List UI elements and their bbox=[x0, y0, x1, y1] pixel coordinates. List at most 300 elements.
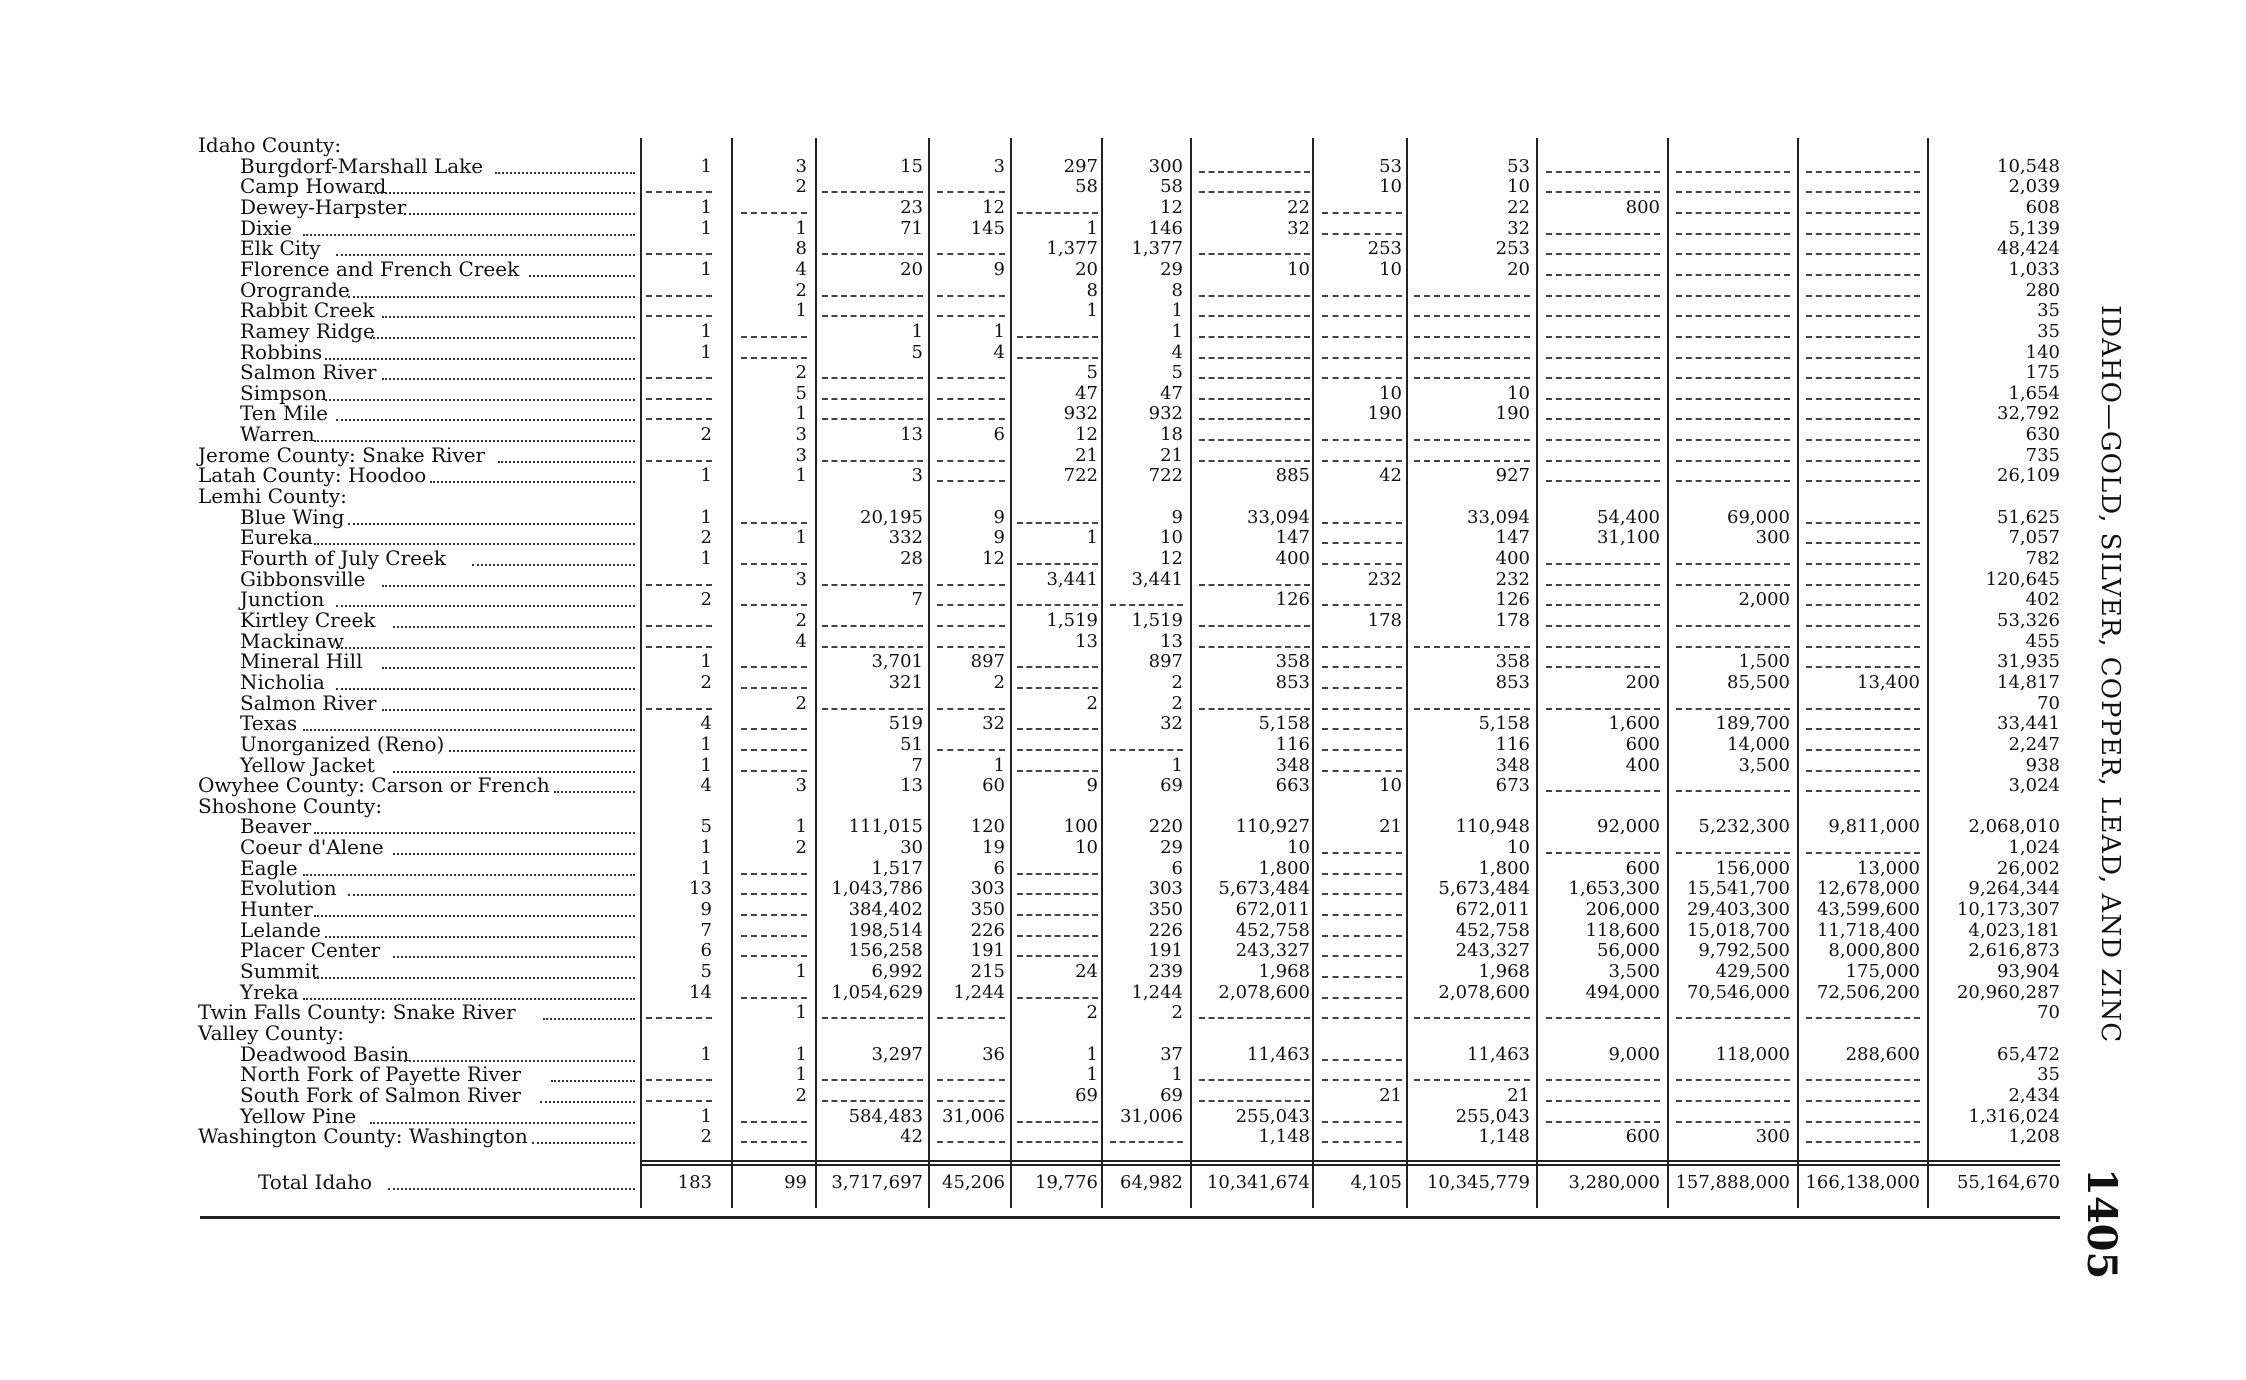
empty-cell bbox=[741, 687, 807, 689]
running-header: IDAHO—GOLD, SILVER, COPPER, LEAD, AND ZINC bbox=[2095, 305, 2125, 1044]
empty-cell bbox=[1199, 584, 1310, 586]
table-cell: 303 bbox=[1148, 878, 1183, 900]
empty-cell bbox=[1322, 728, 1402, 730]
empty-cell bbox=[1546, 377, 1660, 379]
empty-cell bbox=[1806, 522, 1920, 524]
table-cell: 1 bbox=[795, 527, 807, 549]
table-cell: 10 bbox=[1379, 382, 1402, 404]
table-cell: 1,519 bbox=[1131, 609, 1183, 631]
row-leader bbox=[393, 853, 635, 855]
table-cell: 600 bbox=[1625, 1126, 1660, 1148]
empty-cell bbox=[1676, 212, 1790, 214]
row-label: Camp Howard bbox=[240, 174, 387, 199]
empty-cell bbox=[1414, 1017, 1530, 1019]
row-label: Twin Falls County: Snake River bbox=[198, 1000, 516, 1025]
empty-cell bbox=[1676, 480, 1790, 482]
table-cell: 253 bbox=[1367, 238, 1402, 260]
empty-cell bbox=[646, 646, 712, 648]
empty-cell bbox=[1414, 357, 1530, 359]
empty-cell bbox=[1806, 770, 1920, 772]
table-cell: 53,326 bbox=[1997, 609, 2060, 631]
row-label: Coeur d'Alene bbox=[240, 835, 384, 860]
table-cell: 2 bbox=[795, 362, 807, 384]
row-leader bbox=[382, 378, 635, 380]
empty-cell bbox=[1676, 708, 1790, 710]
empty-cell bbox=[1676, 584, 1790, 586]
empty-cell bbox=[1199, 377, 1310, 379]
empty-cell bbox=[1414, 708, 1530, 710]
empty-cell bbox=[822, 191, 923, 193]
table-cell: 2,068,010 bbox=[1968, 816, 2060, 838]
row-label: Kirtley Creek bbox=[240, 607, 376, 632]
table-cell: 1 bbox=[700, 155, 712, 177]
row-leader bbox=[303, 874, 636, 876]
empty-cell bbox=[1017, 563, 1098, 565]
table-cell: 402 bbox=[2025, 589, 2060, 611]
table-cell: 29 bbox=[1160, 837, 1183, 859]
empty-cell bbox=[1806, 646, 1920, 648]
empty-cell bbox=[1322, 1017, 1402, 1019]
table-cell: 126 bbox=[1275, 589, 1310, 611]
table-cell: 429,500 bbox=[1715, 961, 1790, 982]
table-cell: 140 bbox=[2025, 341, 2060, 363]
empty-cell bbox=[1322, 708, 1402, 710]
table-cell: 156,258 bbox=[848, 940, 923, 962]
table-cell: 10,173,307 bbox=[1956, 899, 2060, 921]
table-cell: 11,718,400 bbox=[1816, 919, 1920, 941]
table-cell: 12 bbox=[1160, 196, 1183, 218]
row-leader bbox=[303, 729, 636, 731]
table-cell: 5 bbox=[700, 816, 712, 838]
empty-cell bbox=[1676, 418, 1790, 420]
empty-cell bbox=[1017, 522, 1098, 524]
table-cell: 938 bbox=[2025, 754, 2060, 776]
row-label: Orogrande bbox=[240, 277, 350, 302]
empty-cell bbox=[741, 666, 807, 668]
table-cell: 1 bbox=[700, 754, 712, 776]
table-cell: 3 bbox=[795, 568, 807, 590]
table-cell: 2,078,600 bbox=[1438, 981, 1530, 1003]
row-label: Lelande bbox=[240, 917, 321, 942]
empty-cell bbox=[1806, 233, 1920, 235]
empty-cell bbox=[937, 460, 1005, 462]
empty-cell bbox=[1806, 191, 1920, 193]
row-leader bbox=[393, 956, 635, 958]
table-cell: 12 bbox=[982, 196, 1005, 218]
table-cell: 29,403,300 bbox=[1686, 899, 1790, 921]
table-cell: 19 bbox=[982, 837, 1005, 859]
table-cell: 2,434 bbox=[2008, 1084, 2060, 1106]
table-cell: 232 bbox=[1367, 568, 1402, 590]
table-cell: 300 bbox=[1755, 1126, 1790, 1148]
table-cell: 1,024 bbox=[2008, 837, 2060, 859]
table-cell: 300 bbox=[1148, 155, 1183, 177]
table-cell: 45,206 bbox=[942, 1172, 1005, 1193]
empty-cell bbox=[1546, 398, 1660, 400]
empty-cell bbox=[937, 708, 1005, 710]
table-cell: 7 bbox=[911, 754, 923, 776]
row-label: Dewey-Harpster bbox=[240, 194, 407, 219]
table-cell: 33,094 bbox=[1467, 506, 1530, 528]
table-cell: 2 bbox=[1171, 671, 1183, 693]
table-cell: 1 bbox=[700, 1105, 712, 1127]
table-cell: 10,345,779 bbox=[1426, 1172, 1530, 1193]
row-leader bbox=[370, 192, 635, 194]
empty-cell bbox=[1199, 439, 1310, 441]
empty-cell bbox=[1806, 604, 1920, 606]
row-label: Owyhee County: Carson or French bbox=[198, 773, 550, 798]
table-cell: 21 bbox=[1075, 444, 1098, 466]
empty-cell bbox=[646, 460, 712, 462]
table-cell: 191 bbox=[970, 940, 1005, 962]
page-number: 1405 bbox=[2078, 1168, 2125, 1280]
empty-cell bbox=[1806, 418, 1920, 420]
table-cell: 1,968 bbox=[1258, 961, 1310, 982]
table-cell: 452,758 bbox=[1235, 919, 1310, 941]
table-cell: 2,078,600 bbox=[1218, 981, 1310, 1003]
table-cell: 853 bbox=[1275, 671, 1310, 693]
empty-cell bbox=[1546, 357, 1660, 359]
empty-cell bbox=[1806, 1100, 1920, 1102]
table-cell: 13 bbox=[1160, 630, 1183, 652]
empty-cell bbox=[1322, 666, 1402, 668]
table-cell: 8 bbox=[795, 238, 807, 260]
table-cell: 1 bbox=[700, 733, 712, 755]
total-label: Total Idaho bbox=[258, 1170, 373, 1194]
table-cell: 226 bbox=[1148, 919, 1183, 941]
empty-cell bbox=[1322, 935, 1402, 937]
empty-cell bbox=[1546, 790, 1660, 792]
table-cell: 885 bbox=[1275, 465, 1310, 487]
table-cell: 9,264,344 bbox=[1968, 878, 2060, 900]
empty-cell bbox=[1676, 625, 1790, 627]
empty-cell bbox=[1676, 253, 1790, 255]
table-cell: 10,548 bbox=[1997, 155, 2060, 177]
table-cell: 226 bbox=[970, 919, 1005, 941]
empty-cell bbox=[1017, 1141, 1098, 1143]
empty-cell bbox=[1322, 315, 1402, 317]
empty-cell bbox=[1546, 646, 1660, 648]
table-cell: 35 bbox=[2037, 300, 2060, 322]
empty-cell bbox=[822, 708, 923, 710]
empty-cell bbox=[1017, 212, 1098, 214]
empty-cell bbox=[1806, 295, 1920, 297]
empty-cell bbox=[741, 728, 807, 730]
table-cell: 71 bbox=[900, 217, 923, 239]
county-heading: Idaho County: bbox=[198, 133, 342, 157]
column-rule bbox=[731, 138, 733, 1208]
table-cell: 10 bbox=[1507, 382, 1530, 404]
empty-cell bbox=[1199, 398, 1310, 400]
empty-cell bbox=[1017, 770, 1098, 772]
row-leader bbox=[532, 1142, 635, 1144]
table-cell: 3,717,697 bbox=[831, 1172, 923, 1193]
empty-cell bbox=[741, 914, 807, 916]
empty-cell bbox=[822, 1100, 923, 1102]
total-rule bbox=[640, 1160, 2060, 1162]
empty-cell bbox=[1017, 997, 1098, 999]
table-cell: 206,000 bbox=[1585, 899, 1660, 921]
empty-cell bbox=[1806, 1141, 1920, 1143]
row-leader bbox=[404, 213, 635, 215]
table-cell: 1 bbox=[795, 961, 807, 982]
column-rule bbox=[1101, 138, 1103, 1208]
empty-cell bbox=[937, 398, 1005, 400]
column-rule bbox=[815, 138, 817, 1208]
empty-cell bbox=[1806, 274, 1920, 276]
row-leader bbox=[348, 523, 635, 525]
empty-cell bbox=[1199, 625, 1310, 627]
empty-cell bbox=[1676, 852, 1790, 854]
table-cell: 3 bbox=[911, 465, 923, 487]
row-leader bbox=[348, 296, 635, 298]
empty-cell bbox=[822, 398, 923, 400]
table-cell: 5 bbox=[1171, 362, 1183, 384]
empty-cell bbox=[1676, 357, 1790, 359]
empty-cell bbox=[937, 1079, 1005, 1081]
empty-cell bbox=[1017, 893, 1098, 895]
table-cell: 200 bbox=[1625, 671, 1660, 693]
empty-cell bbox=[1110, 1141, 1183, 1143]
table-cell: 93,904 bbox=[1997, 961, 2060, 982]
table-cell: 118,600 bbox=[1585, 919, 1660, 941]
empty-cell bbox=[937, 315, 1005, 317]
empty-cell bbox=[822, 377, 923, 379]
row-leader bbox=[529, 275, 636, 277]
empty-cell bbox=[646, 1079, 712, 1081]
table-cell: 932 bbox=[1063, 403, 1098, 425]
table-cell: 2 bbox=[700, 589, 712, 611]
table-cell: 1 bbox=[700, 548, 712, 569]
empty-cell bbox=[1322, 646, 1402, 648]
table-cell: 6 bbox=[993, 424, 1005, 446]
table-cell: 156,000 bbox=[1715, 857, 1790, 879]
table-cell: 9 bbox=[993, 506, 1005, 528]
table-cell: 5,139 bbox=[2008, 217, 2060, 239]
table-cell: 190 bbox=[1367, 403, 1402, 425]
empty-cell bbox=[1199, 295, 1310, 297]
table-cell: 70 bbox=[2037, 692, 2060, 714]
empty-cell bbox=[1322, 997, 1402, 999]
empty-cell bbox=[1414, 460, 1530, 462]
table-cell: 198,514 bbox=[848, 919, 923, 941]
table-cell: 55,164,670 bbox=[1956, 1172, 2060, 1193]
empty-cell bbox=[1806, 584, 1920, 586]
table-cell: 37 bbox=[1160, 1043, 1183, 1065]
table-cell: 42 bbox=[900, 1126, 923, 1148]
table-cell: 932 bbox=[1148, 403, 1183, 425]
empty-cell bbox=[741, 604, 807, 606]
empty-cell bbox=[646, 708, 712, 710]
empty-cell bbox=[741, 522, 807, 524]
empty-cell bbox=[822, 584, 923, 586]
table-cell: 5,232,300 bbox=[1698, 816, 1790, 838]
row-label: Mackinaw bbox=[240, 628, 345, 653]
table-cell: 13 bbox=[900, 775, 923, 797]
empty-cell bbox=[741, 893, 807, 895]
table-cell: 9,792,500 bbox=[1698, 940, 1790, 962]
table-cell: 12 bbox=[1075, 424, 1098, 446]
table-cell: 1,519 bbox=[1046, 609, 1098, 631]
table-cell: 65,472 bbox=[1997, 1043, 2060, 1065]
row-leader bbox=[370, 337, 635, 339]
row-label: Deadwood Basin bbox=[240, 1041, 410, 1066]
row-label: Placer Center bbox=[240, 938, 381, 963]
empty-cell bbox=[1676, 563, 1790, 565]
table-cell: 253 bbox=[1495, 238, 1530, 260]
empty-cell bbox=[1017, 666, 1098, 668]
empty-cell bbox=[741, 563, 807, 565]
table-cell: 10 bbox=[1160, 527, 1183, 549]
table-cell: 58 bbox=[1160, 176, 1183, 198]
empty-cell bbox=[822, 315, 923, 317]
table-cell: 35 bbox=[2037, 320, 2060, 342]
table-cell: 69 bbox=[1160, 1084, 1183, 1106]
table-cell: 2 bbox=[795, 176, 807, 198]
table-cell: 4 bbox=[700, 713, 712, 735]
empty-cell bbox=[1806, 253, 1920, 255]
table-cell: 2 bbox=[993, 671, 1005, 693]
table-cell: 5,673,484 bbox=[1218, 878, 1310, 900]
table-cell: 3,441 bbox=[1046, 568, 1098, 590]
empty-cell bbox=[937, 253, 1005, 255]
table-cell: 1 bbox=[700, 506, 712, 528]
table-cell: 43,599,600 bbox=[1816, 899, 1920, 921]
empty-cell bbox=[1546, 418, 1660, 420]
table-cell: 519 bbox=[888, 713, 923, 735]
empty-cell bbox=[646, 377, 712, 379]
table-cell: 5,158 bbox=[1258, 713, 1310, 735]
table-cell: 672,011 bbox=[1455, 899, 1530, 921]
table-cell: 348 bbox=[1495, 754, 1530, 776]
table-cell: 69,000 bbox=[1727, 506, 1790, 528]
empty-cell bbox=[1806, 460, 1920, 462]
table-cell: 1 bbox=[795, 1043, 807, 1065]
table-cell: 12 bbox=[982, 548, 1005, 569]
table-cell: 10 bbox=[1507, 176, 1530, 198]
table-cell: 3 bbox=[795, 424, 807, 446]
table-cell: 2 bbox=[700, 424, 712, 446]
row-label: Rabbit Creek bbox=[240, 298, 375, 323]
empty-cell bbox=[822, 253, 923, 255]
empty-cell bbox=[822, 1017, 923, 1019]
row-label: Latah County: Hoodoo bbox=[198, 463, 427, 488]
table-cell: 10 bbox=[1507, 837, 1530, 859]
empty-cell bbox=[1676, 377, 1790, 379]
empty-cell bbox=[822, 418, 923, 420]
table-cell: 2,247 bbox=[2008, 733, 2060, 755]
table-cell: 600 bbox=[1625, 733, 1660, 755]
table-cell: 1,316,024 bbox=[1968, 1105, 2060, 1127]
table-cell: 4 bbox=[795, 258, 807, 280]
empty-cell bbox=[1199, 357, 1310, 359]
empty-cell bbox=[1322, 852, 1402, 854]
table-cell: 853 bbox=[1495, 671, 1530, 693]
table-cell: 145 bbox=[970, 217, 1005, 239]
table-cell: 4 bbox=[700, 775, 712, 797]
table-cell: 400 bbox=[1275, 548, 1310, 569]
empty-cell bbox=[1017, 357, 1098, 359]
empty-cell bbox=[1546, 480, 1660, 482]
table-cell: 10 bbox=[1379, 258, 1402, 280]
empty-cell bbox=[1017, 935, 1098, 937]
empty-cell bbox=[1414, 646, 1530, 648]
table-cell: 4 bbox=[1171, 341, 1183, 363]
table-cell: 2 bbox=[795, 609, 807, 631]
row-label: Washington County: Washington bbox=[198, 1124, 528, 1149]
table-cell: 243,327 bbox=[1235, 940, 1310, 962]
empty-cell bbox=[1546, 708, 1660, 710]
empty-cell bbox=[1806, 1121, 1920, 1123]
table-cell: 1 bbox=[700, 651, 712, 673]
table-cell: 663 bbox=[1275, 775, 1310, 797]
row-leader bbox=[393, 626, 635, 628]
table-cell: 1 bbox=[1086, 1064, 1098, 1086]
table-cell: 452,758 bbox=[1455, 919, 1530, 941]
table-cell: 3,441 bbox=[1131, 568, 1183, 590]
empty-cell bbox=[646, 295, 712, 297]
empty-cell bbox=[1546, 604, 1660, 606]
table-cell: 5 bbox=[1086, 362, 1098, 384]
empty-cell bbox=[1199, 1017, 1310, 1019]
table-cell: 2,039 bbox=[2008, 176, 2060, 198]
row-leader bbox=[430, 481, 635, 483]
empty-cell bbox=[1322, 873, 1402, 875]
table-cell: 722 bbox=[1148, 465, 1183, 487]
table-cell: 6 bbox=[993, 857, 1005, 879]
table-cell: 2 bbox=[700, 527, 712, 549]
table-cell: 48,424 bbox=[1997, 238, 2060, 260]
empty-cell bbox=[1806, 212, 1920, 214]
table-cell: 9,000 bbox=[1608, 1043, 1660, 1065]
table-cell: 190 bbox=[1495, 403, 1530, 425]
row-leader bbox=[495, 172, 635, 174]
empty-cell bbox=[741, 770, 807, 772]
empty-cell bbox=[1322, 1121, 1402, 1123]
table-cell: 20,960,287 bbox=[1956, 981, 2060, 1003]
empty-cell bbox=[1546, 439, 1660, 441]
table-cell: 2 bbox=[1086, 692, 1098, 714]
row-leader bbox=[314, 915, 635, 917]
empty-cell bbox=[1546, 274, 1660, 276]
table-cell: 3 bbox=[795, 775, 807, 797]
table-cell: 1 bbox=[1171, 754, 1183, 776]
empty-cell bbox=[1676, 439, 1790, 441]
table-cell: 157,888,000 bbox=[1675, 1172, 1790, 1193]
row-leader bbox=[543, 1018, 635, 1020]
table-cell: 1,654 bbox=[2008, 382, 2060, 404]
table-cell: 175 bbox=[2025, 362, 2060, 384]
column-rule bbox=[1927, 138, 1929, 1208]
table-cell: 897 bbox=[970, 651, 1005, 673]
table-cell: 166,138,000 bbox=[1805, 1172, 1920, 1193]
table-cell: 800 bbox=[1625, 196, 1660, 218]
table-cell: 29 bbox=[1160, 258, 1183, 280]
table-cell: 9 bbox=[700, 899, 712, 921]
column-rule bbox=[1667, 138, 1669, 1208]
table-cell: 255,043 bbox=[1235, 1105, 1310, 1127]
table-cell: 14,817 bbox=[1997, 671, 2060, 693]
table-cell: 3,024 bbox=[2008, 775, 2060, 797]
empty-cell bbox=[1017, 336, 1098, 338]
row-label: Summit bbox=[240, 959, 319, 983]
empty-cell bbox=[1414, 1079, 1530, 1081]
table-cell: 1 bbox=[700, 857, 712, 879]
row-label: Burgdorf-Marshall Lake bbox=[240, 153, 484, 178]
empty-cell bbox=[1806, 749, 1920, 751]
table-cell: 31,006 bbox=[1120, 1105, 1183, 1127]
empty-cell bbox=[1322, 749, 1402, 751]
